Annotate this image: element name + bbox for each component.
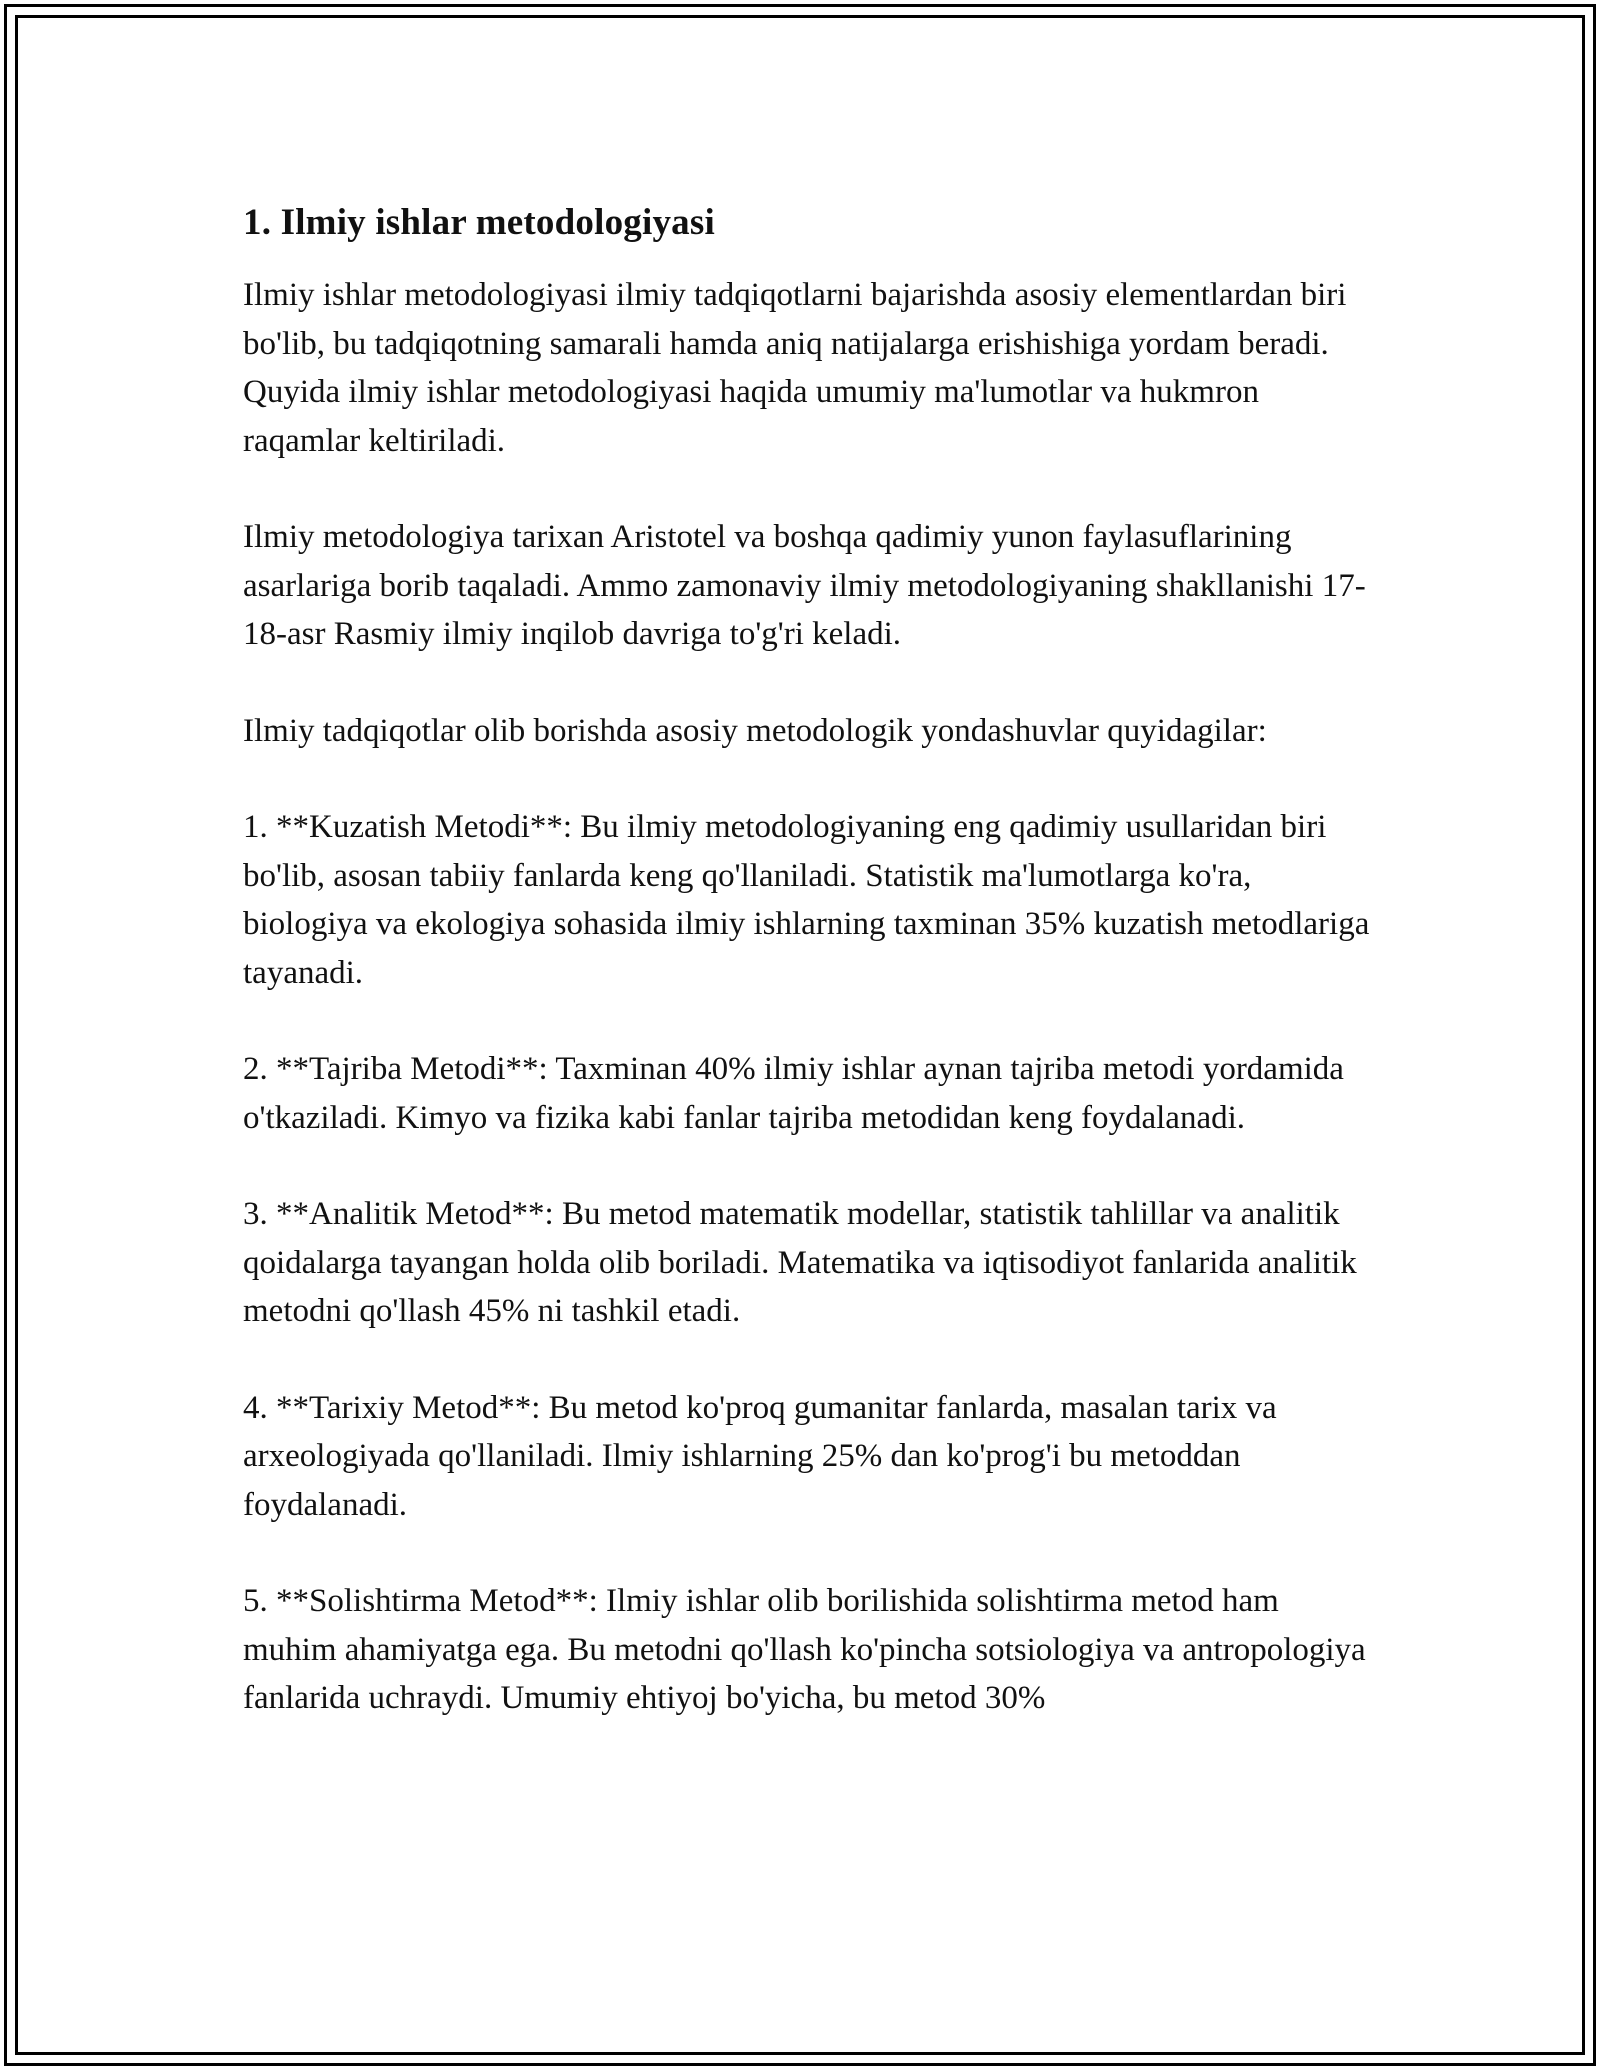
method-item-analytic: 3. **Analitik Metod**: Bu metod matematik modellar, statistik tahlillar va analitik qoidalarga tayangan holda olib boriladi. Matematika va iqtisodiyot fanlarida analitik metodni qo'llash 45% ni tashkil etadi.: [243, 1196, 1357, 1329]
page-title: 1. Ilmiy ishlar metodologiyasi: [243, 202, 715, 243]
method-item-observation: 1. **Kuzatish Metodi**: Bu ilmiy metodologiyaning eng qadimiy usullaridan biri bo'lib, asosan tabiiy fanlarda keng qo'llaniladi. Statistik ma'lumotlarga ko'ra, biologiya va ekologiya sohasida ilmiy ishlarning taxminan 35% kuzatish metodlariga tayanadi.: [243, 809, 1370, 991]
method-item-experiment: 2. **Tajriba Metodi**: Taxminan 40% ilmiy ishlar aynan tajriba metodi yordamida o'tkaziladi. Kimyo va fizika kabi fanlar tajriba metodidan keng foydalanadi.: [243, 1051, 1344, 1136]
document-body: [243, 197, 1373, 1771]
method-item-comparative: 5. **Solishtirma Metod**: Ilmiy ishlar olib borilishida solishtirma metod ham muhim ahamiyatga ega. Bu metodni qo'llash ko'pincha sotsiologiya va antropologiya fanlarida uchraydi. Umumiy ehtiyoj bo'yicha, bu metod 30%: [243, 1583, 1366, 1716]
method-item-historical: 4. **Tarixiy Metod**: Bu metod ko'proq gumanitar fanlarda, masalan tarix va arxeologiyada qo'llaniladi. Ilmiy ishlarning 25% dan ko'prog'i bu metoddan foydalanadi.: [243, 1389, 1277, 1523]
intro-paragraph: Ilmiy ishlar metodologiyasi ilmiy tadqiqotlarni bajarishda asosiy elementlardan biri bo'lib, bu tadqiqotning samarali hamda aniq natijalarga erishishiga yordam beradi. Quyida ilmiy ishlar metodologiyasi haqida umumiy ma'lumotlar va hukmron raqamlar keltiriladi.: [243, 277, 1347, 459]
page-border: [4, 4, 1596, 2066]
approaches-intro-paragraph: Ilmiy tadqiqotlar olib borishda asosiy metodologik yondashuvlar quyidagilar:: [243, 712, 1267, 749]
history-paragraph: Ilmiy metodologiya tarixan Aristotel va boshqa qadimiy yunon faylasuflarining asarlariga borib taqaladi. Ammo zamonaviy ilmiy metodologiyaning shakllanishi 17-18-asr Rasmiy ilmiy inqilob davriga to'g'ri keladi.: [243, 519, 1366, 652]
